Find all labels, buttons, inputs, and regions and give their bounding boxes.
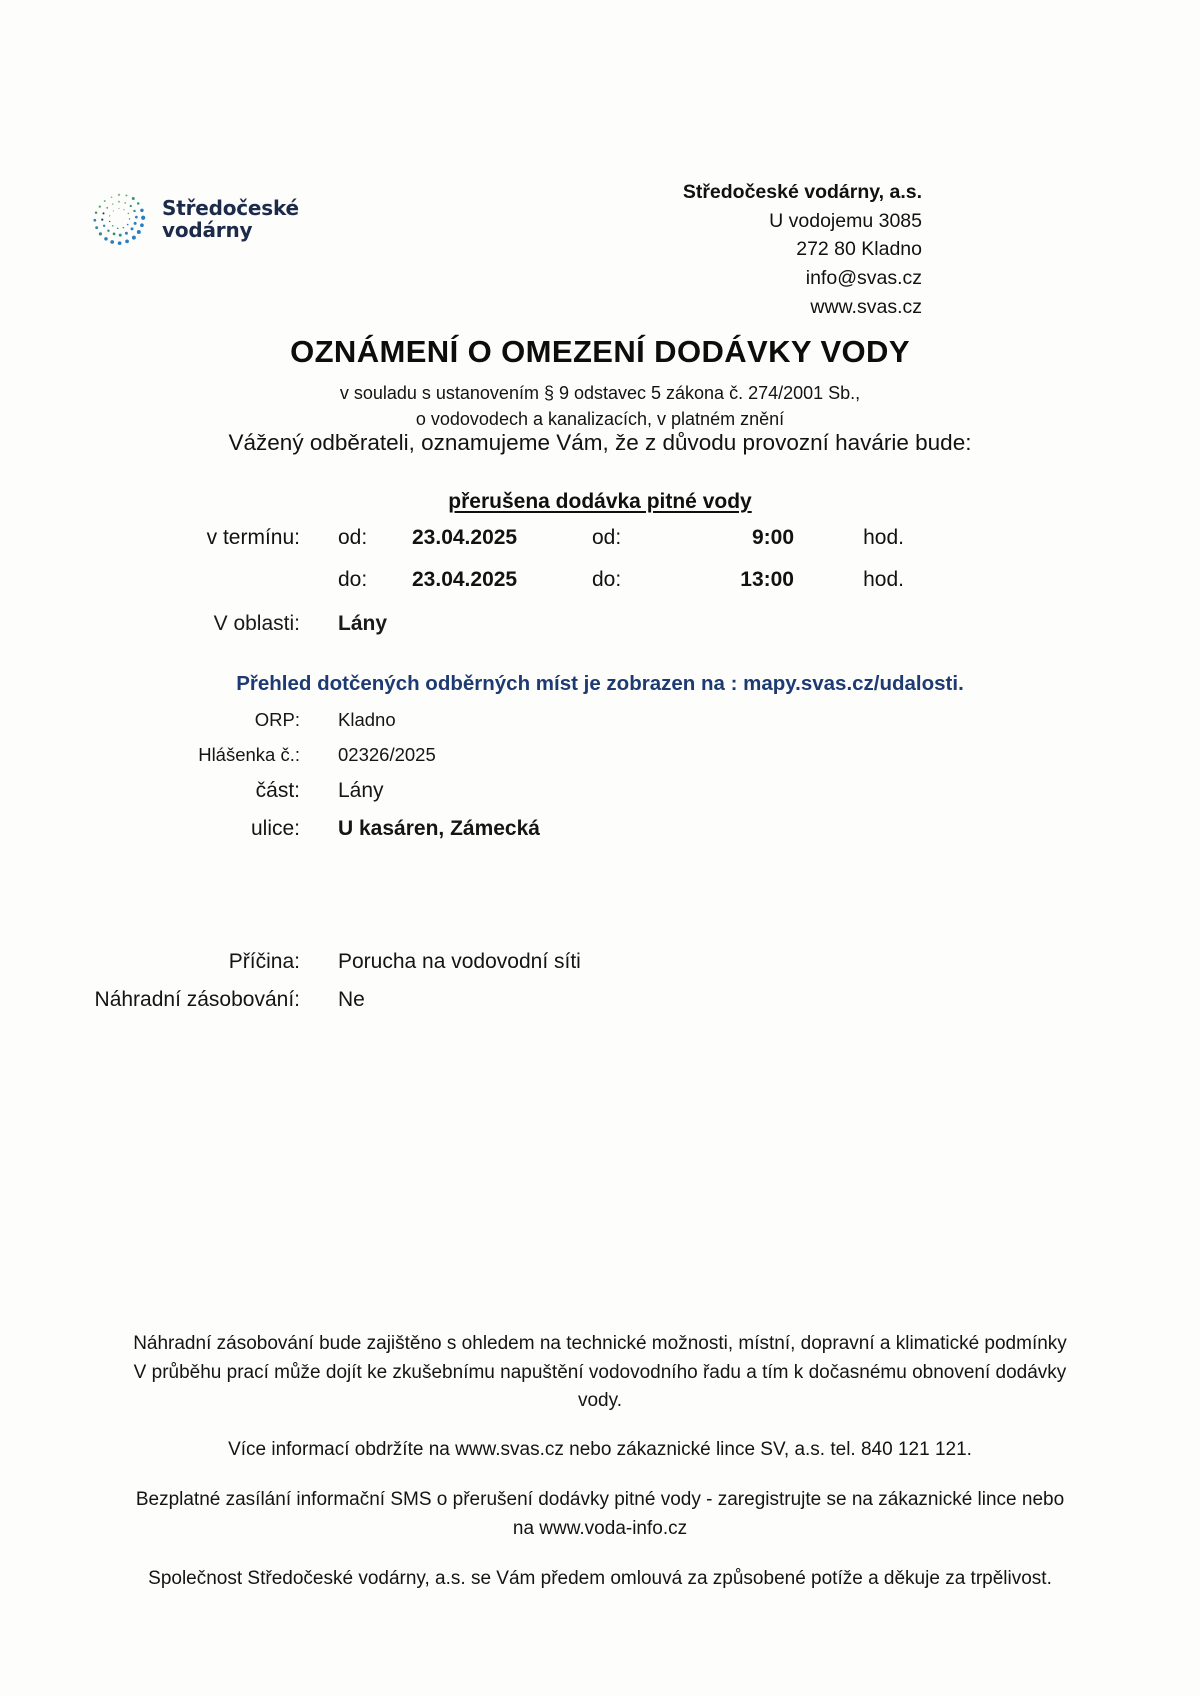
cause-row-nahradni-zasobovani	[0, 988, 1200, 1026]
term-from-unit: hod.	[863, 526, 904, 549]
term-to-time: 13:00	[740, 568, 794, 591]
greeting-text: Vážený odběrateli, oznamujeme Vám, že z důvodu provozní havárie bude:	[228, 430, 972, 455]
cause-label: Příčina:	[228, 950, 300, 973]
logo-line-1: Středočeské	[162, 195, 299, 220]
company-city: 272 80 Kladno	[796, 238, 922, 261]
footer-spacer	[58, 1543, 1142, 1565]
footer-p1-line-2: V průběhu prací může dojít ke zkušebnímu napuštění vodovodního řadu a tím k dočasnému obnovení dodávky	[133, 1361, 1067, 1383]
detail-table	[0, 709, 1200, 855]
term-to-unit: hod.	[863, 568, 904, 591]
interruption-heading-text: přerušena dodávka pitné vody	[448, 490, 752, 513]
area-label: V oblasti:	[213, 612, 300, 635]
detail-value: Kladno	[338, 709, 396, 730]
term-to-prefix: do:	[338, 568, 368, 591]
logo-wordmark	[162, 197, 299, 242]
term-from-time: 9:00	[751, 526, 794, 549]
detail-row-orp	[0, 709, 1200, 744]
detail-label: Hlášenka č.:	[198, 744, 300, 765]
dotted-circle-logo-icon	[88, 188, 150, 250]
cause-table	[0, 950, 1200, 1026]
detail-value: 02326/2025	[338, 744, 436, 765]
logo-line-2: vodárny	[162, 218, 253, 242]
footer-p4: Společnost Středočeské vodárny, a.s. se Vám předem omlouvá za způsobené potíže a děkuje za trpělivost.	[148, 1568, 1052, 1589]
detail-row-ulice	[0, 817, 1200, 855]
area-row	[0, 612, 1200, 636]
footer-p2: Více informací obdržíte na www.svas.cz nebo zákaznické lince SV, a.s. tel. 840 121 121.	[228, 1438, 972, 1460]
company-street: U vodojemu 3085	[769, 209, 922, 232]
term-label: v termínu:	[206, 526, 300, 549]
term-from-time-prefix: od:	[592, 526, 622, 549]
detail-row-hlasenka	[0, 744, 1200, 779]
footer-p1-line-1: Náhradní zásobování bude zajištěno s ohledem na technické možnosti, místní, dopravní a klimatické podmínky	[133, 1333, 1067, 1354]
term-to-time-prefix: do:	[592, 568, 622, 591]
term-row	[0, 526, 1200, 568]
term-from-prefix: od:	[338, 526, 368, 549]
document-footer	[58, 1330, 1142, 1594]
legal-subtitle-line-2: o vodovodech a kanalizacích, v platném znění	[415, 408, 785, 429]
cause-label: Náhradní zásobování:	[94, 988, 300, 1011]
company-email: info@svas.cz	[805, 266, 922, 289]
company-address	[683, 178, 922, 321]
footer-p3-line-1: Bezplatné zasílání informační SMS o přerušení dodávky pitné vody - zaregistrujte se na zákaznické lince nebo	[135, 1489, 1065, 1510]
legal-subtitle	[0, 381, 1200, 432]
detail-label: ulice:	[250, 817, 300, 840]
term-row	[0, 568, 1200, 610]
term-from-date: 23.04.2025	[412, 526, 518, 549]
detail-label: ORP:	[254, 709, 300, 730]
detail-value: U kasáren, Zámecká	[338, 817, 540, 840]
area-value: Lány	[338, 612, 388, 635]
term-to-date: 23.04.2025	[412, 568, 518, 591]
footer-p3-line-2: na www.voda-info.cz	[512, 1517, 688, 1539]
term-table	[0, 526, 1200, 610]
company-website: www.svas.cz	[810, 295, 922, 318]
map-notice-link[interactable]: Přehled dotčených odběrných míst je zobrazen na : mapy.svas.cz/udalosti.	[236, 672, 964, 695]
legal-subtitle-line-1: v souladu s ustanovením § 9 odstavec 5 zákona č. 274/2001 Sb.,	[339, 383, 861, 403]
interruption-heading	[0, 490, 1200, 514]
company-logo	[88, 188, 299, 250]
cause-row-pricina	[0, 950, 1200, 988]
footer-spacer	[58, 1416, 1142, 1436]
page-title: OZNÁMENÍ O OMEZENÍ DODÁVKY VODY	[290, 334, 910, 369]
cause-value: Porucha na vodovodní síti	[338, 950, 581, 973]
company-name: Středočeské vodárny, a.s.	[682, 181, 922, 203]
footer-p1-line-3: vody.	[577, 1390, 622, 1411]
detail-row-cast	[0, 779, 1200, 817]
detail-value: Lány	[338, 779, 384, 802]
cause-value: Ne	[338, 988, 365, 1011]
footer-spacer	[58, 1464, 1142, 1486]
document-header	[0, 170, 1200, 318]
detail-label: část:	[255, 779, 300, 802]
